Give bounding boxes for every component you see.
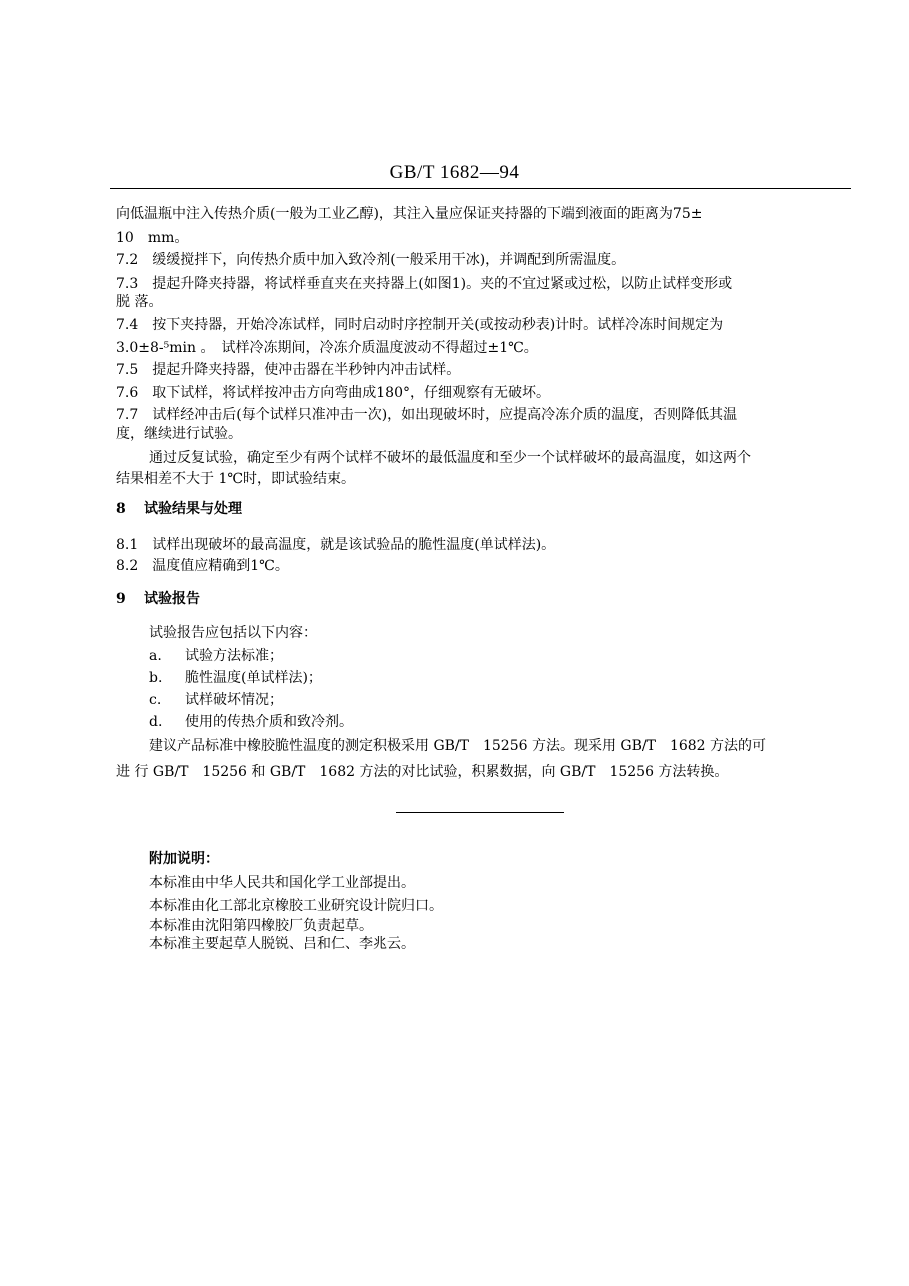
repeat-test-paragraph: 通过反复试验，确定至少有两个试样不破坏的最低温度和至少一个试样破坏的最高温度，如这两个 bbox=[149, 450, 751, 466]
paragraph-continuation-line: 10 mm。 bbox=[116, 230, 189, 246]
additional-note-line: 本标准主要起草人脱锐、吕和仁、李兆云。 bbox=[149, 936, 415, 952]
section-9-title: 试验报告 bbox=[144, 591, 200, 607]
end-rule bbox=[396, 812, 564, 813]
clause-7-3-cont: 脱 落。 bbox=[116, 294, 163, 310]
list-item-text: 试验方法标准； bbox=[185, 648, 283, 664]
list-marker: d. bbox=[149, 714, 163, 730]
section-9-heading bbox=[116, 590, 200, 608]
additional-note-line: 本标准由化工部北京橡胶工业研究设计院归口。 bbox=[149, 898, 443, 914]
clause-7-7: 7.7 试样经冲击后(每个试样只准冲击一次)，如出现破坏时，应提高冷冻介质的温度，否则降低其温 bbox=[116, 407, 738, 423]
clause-7-6: 7.6 取下试样，将试样按冲击方向弯曲成180°，仔细观察有无破坏。 bbox=[116, 385, 550, 401]
list-marker: a. bbox=[149, 648, 162, 664]
section-8-title: 试验结果与处理 bbox=[144, 501, 242, 517]
clause-8-1: 8.1 试样出现破坏的最高温度，就是该试验品的脆性温度(单试样法)。 bbox=[116, 537, 556, 553]
report-list-item bbox=[149, 669, 322, 687]
clause-7-4: 7.4 按下夹持器，开始冷冻试样，同时启动时序控制开关(或按动秒表)计时。试样冷冻时间规定为 bbox=[116, 317, 724, 333]
list-item-text: 使用的传热介质和致冷剂。 bbox=[185, 714, 353, 730]
clause-7-7-cont: 度，继续进行试验。 bbox=[116, 426, 242, 442]
additional-note-line: 本标准由中华人民共和国化学工业部提出。 bbox=[149, 875, 415, 891]
section-8-number: 8 bbox=[116, 501, 126, 517]
list-item-text: 试样破坏情况； bbox=[185, 692, 283, 708]
report-list-item bbox=[149, 691, 283, 709]
section-9-number: 9 bbox=[116, 591, 126, 607]
clause-7-4-cont: 3.0±8-⁵min 。 试样冷冻期间，冷冻介质温度波动不得超过±1℃。 bbox=[116, 340, 538, 356]
report-list-item bbox=[149, 713, 353, 731]
recommendation-paragraph-cont: 进 行 GB/T 15256 和 GB/T 1682 方法的对比试验，积累数据，向 GB/T 15256 方法转换。 bbox=[116, 764, 729, 780]
report-intro: 试验报告应包括以下内容： bbox=[149, 625, 317, 641]
repeat-test-paragraph-cont: 结果相差不大于 1℃时，即试验结束。 bbox=[116, 471, 356, 487]
recommendation-paragraph: 建议产品标准中橡胶脆性温度的测定积极采用 GB/T 15256 方法。现采用 GB/T 1682 方法的可 bbox=[149, 738, 767, 754]
list-marker: b. bbox=[149, 670, 163, 686]
clause-7-5: 7.5 提起升降夹持器，使冲击器在半秒钟内冲击试样。 bbox=[116, 362, 461, 378]
clause-8-2: 8.2 温度值应精确到1℃。 bbox=[116, 558, 289, 574]
standard-number-header: GB/T 1682—94 bbox=[389, 162, 520, 183]
list-marker: c. bbox=[149, 692, 162, 708]
paragraph-continuation-line: 向低温瓶中注入传热介质(一般为工业乙醇)，其注入量应保证夹持器的下端到液面的距离为75± bbox=[116, 206, 703, 222]
section-8-heading bbox=[116, 500, 242, 518]
header-rule bbox=[110, 188, 851, 189]
additional-note-line: 本标准由沈阳第四橡胶厂负责起草。 bbox=[149, 918, 373, 934]
additional-notes-title: 附加说明： bbox=[149, 851, 219, 867]
list-item-text: 脆性温度(单试样法)； bbox=[185, 670, 322, 686]
clause-7-3: 7.3 提起升降夹持器，将试样垂直夹在夹持器上(如图1)。夹的不宜过紧或过松，以防止试样变形或 bbox=[116, 276, 733, 292]
report-list-item bbox=[149, 647, 283, 665]
clause-7-2: 7.2 缓缓搅拌下，向传热介质中加入致冷剂(一般采用干冰)，并调配到所需温度。 bbox=[116, 252, 626, 268]
